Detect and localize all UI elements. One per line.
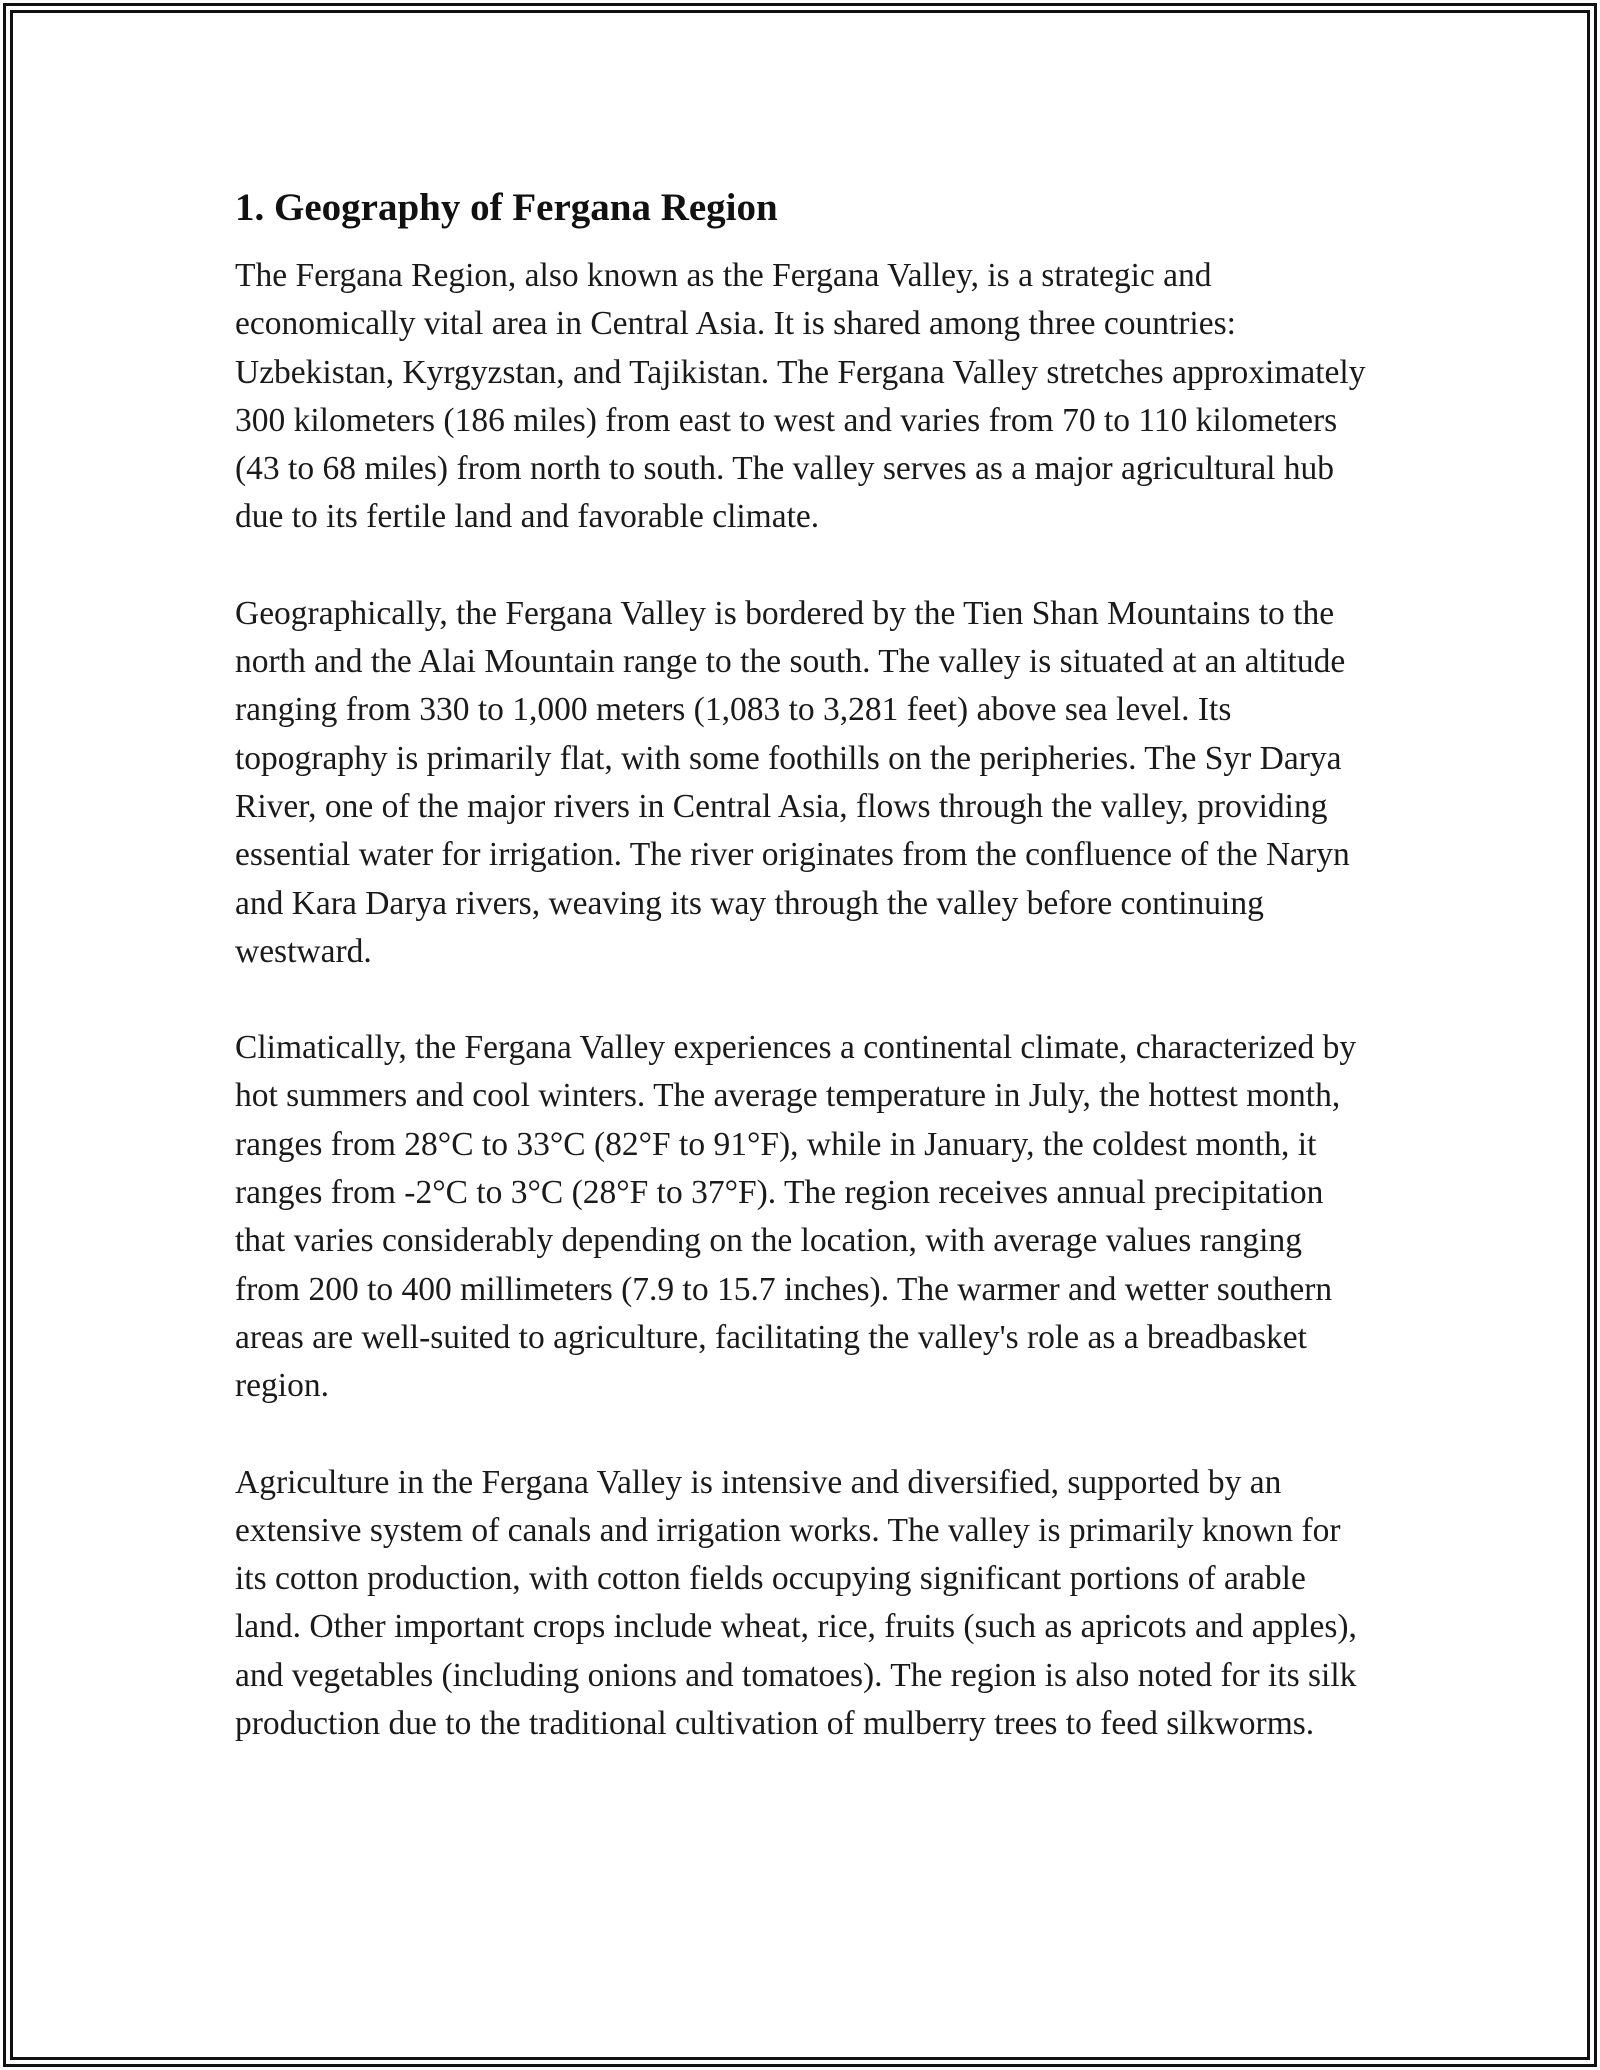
section-heading: 1. Geography of Fergana Region xyxy=(235,186,778,229)
paragraph-overview: The Fergana Region, also known as the Fergana Valley, is a strategic and economically vital area in Central Asia. It is shared among three countries: Uzbekistan, Kyrgyzstan, and Tajikistan. The Fergana Valley stretches approximately 300 kilometers (186 miles) from east to west and varies from 70 to 110 kilometers (43 to 68 miles) from north to south. The valley serves as a major agricultural hub due to its fertile land and favorable climate. xyxy=(235,257,1366,536)
document-body xyxy=(235,180,1375,1796)
paragraph-geography: Geographically, the Fergana Valley is bordered by the Tien Shan Mountains to the north and the Alai Mountain range to the south. The valley is situated at an altitude ranging from 330 to 1,000 meters (1,083 to 3,281 feet) above sea level. Its topography is primarily flat, with some foothills on the peripheries. The Syr Darya River, one of the major rivers in Central Asia, flows through the valley, providing essential water for irrigation. The river originates from the confluence of the Naryn and Kara Darya rivers, weaving its way through the valley before continuing westward. xyxy=(235,594,1350,970)
paragraph-climate: Climatically, the Fergana Valley experiences a continental climate, characterized by hot summers and cool winters. The average temperature in July, the hottest month, ranges from 28°C to 33°C (82°F to 91°F), while in January, the coldest month, it ranges from -2°C to 3°C (28°F to 37°F). The region receives annual precipitation that varies considerably depending on the location, with average values ranging from 200 to 400 millimeters (7.9 to 15.7 inches). The warmer and wetter southern areas are well-suited to agriculture, facilitating the valley's role as a breadbasket region. xyxy=(235,1029,1357,1405)
paragraph-agriculture: Agriculture in the Fergana Valley is intensive and diversified, supported by an extensive system of canals and irrigation works. The valley is primarily known for its cotton production, with cotton fields occupying significant portions of arable land. Other important crops include wheat, rice, fruits (such as apricots and apples), and vegetables (including onions and tomatoes). The region is also noted for its silk production due to the traditional cultivation of mulberry trees to feed silkworms. xyxy=(235,1463,1357,1743)
